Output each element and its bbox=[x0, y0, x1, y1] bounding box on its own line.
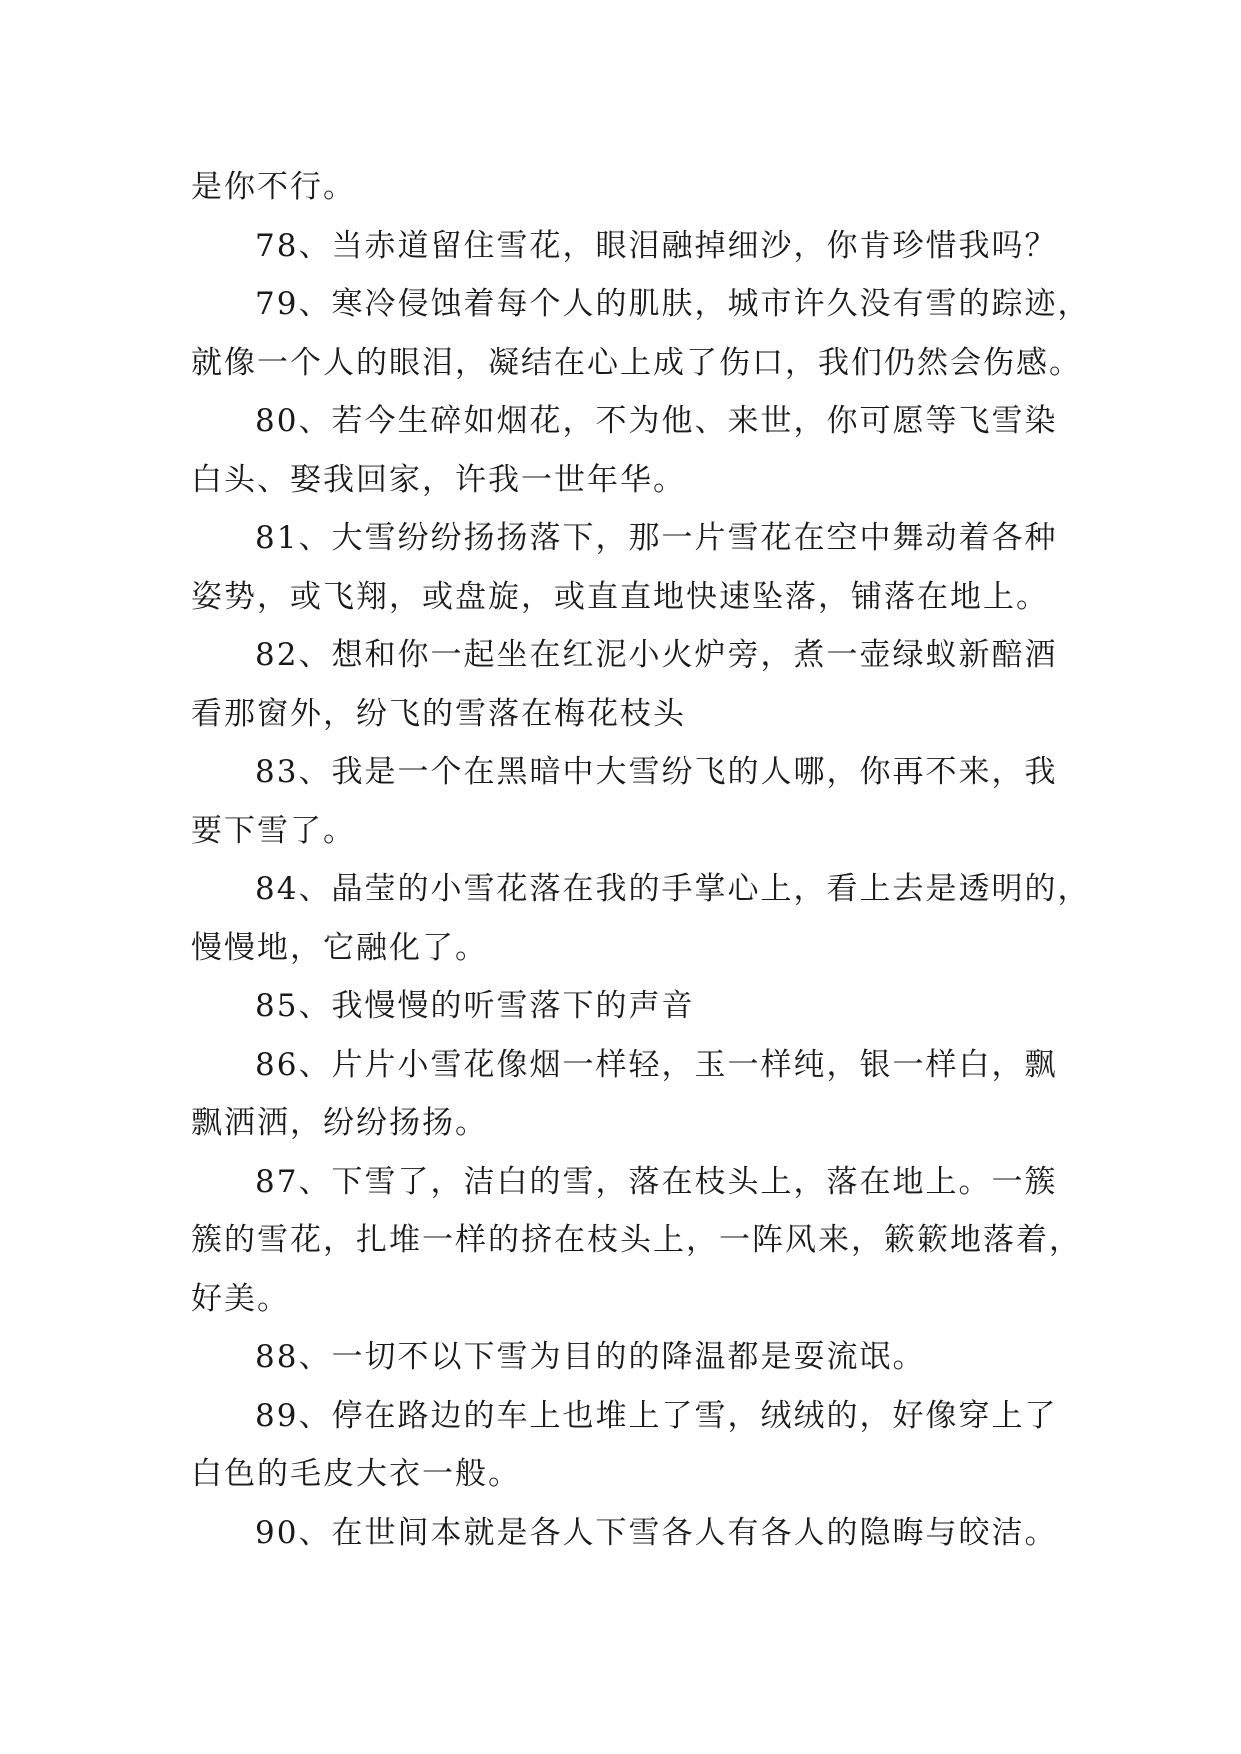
text-line: 81、大雪纷纷扬扬落下，那一片雪花在空中舞动着各种 bbox=[255, 520, 1058, 556]
text-line: 是你不行。 bbox=[191, 169, 356, 205]
text-line: 飘洒洒，纷纷扬扬。 bbox=[191, 1105, 488, 1141]
text-line: 87、下雪了，洁白的雪，落在枝头上，落在地上。一簇 bbox=[255, 1163, 1058, 1200]
text-line: 白色的毛皮大衣一般。 bbox=[191, 1456, 521, 1492]
text-line: 79、寒冷侵蚀着每个人的肌肤，城市许久没有雪的踪迹， bbox=[255, 286, 1091, 322]
text-line: 90、在世间本就是各人下雪各人有各人的隐晦与皎洁。 bbox=[255, 1514, 1058, 1551]
text-line: 84、晶莹的小雪花落在我的手掌心上，看上去是透明的， bbox=[255, 871, 1091, 907]
text-line: 88、一切不以下雪为目的的降温都是耍流氓。 bbox=[255, 1339, 926, 1375]
text-line: 78、当赤道留住雪花，眼泪融掉细沙，你肯珍惜我吗？ bbox=[255, 227, 1058, 264]
text-line: 85、我慢慢的听雪落下的声音 bbox=[255, 988, 695, 1024]
text-line: 看那窗外，纷飞的雪落在梅花枝头 bbox=[191, 695, 686, 732]
text-line: 好美。 bbox=[191, 1280, 290, 1317]
text-line: 要下雪了。 bbox=[191, 812, 356, 849]
text-line: 慢慢地，它融化了。 bbox=[191, 929, 488, 966]
text-line: 89、停在路边的车上也堆上了雪，绒绒的，好像穿上了 bbox=[255, 1397, 1058, 1434]
text-line: 白头、娶我回家，许我一世年华。 bbox=[191, 461, 686, 498]
text-line: 姿势，或飞翔，或盘旋，或直直地快速坠落，铺落在地上。 bbox=[191, 578, 1049, 615]
text-line: 就像一个人的眼泪，凝结在心上成了伤口，我们仍然会伤感。 bbox=[191, 344, 1082, 381]
document-page bbox=[191, 158, 1091, 1562]
text-line: 83、我是一个在黑暗中大雪纷飞的人哪，你再不来，我 bbox=[255, 754, 1058, 790]
text-line: 80、若今生碎如烟花，不为他、来世，你可愿等飞雪染 bbox=[255, 403, 1058, 439]
text-line: 簇的雪花，扎堆一样的挤在枝头上，一阵风来，簌簌地落着， bbox=[191, 1222, 1082, 1258]
text-line: 82、想和你一起坐在红泥小火炉旁，煮一壶绿蚁新醅酒 bbox=[255, 637, 1058, 673]
text-line: 86、片片小雪花像烟一样轻，玉一样纯，银一样白，飘 bbox=[255, 1046, 1058, 1083]
